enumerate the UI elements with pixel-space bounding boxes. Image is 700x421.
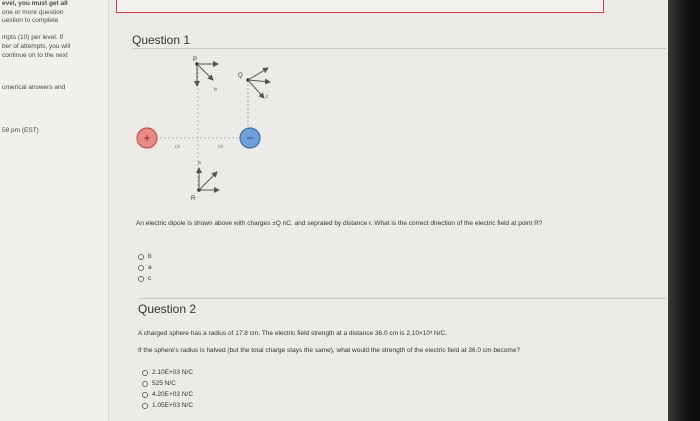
plus-sign: + xyxy=(143,131,151,145)
answer-option-label: a xyxy=(148,264,152,271)
answer-option[interactable] xyxy=(142,391,193,398)
question-1-text: An electric dipole is shown above with charges ±Q nC, and seprated by distance r. What is the correct direction of the electric field at point R? xyxy=(136,220,543,227)
question-2-text-2: If the sphere's radius is halved (but the total charge stays the same), what would the strength of the electric field at 36.0 cm become? xyxy=(138,347,521,354)
answer-option-label: 1.05E+03 N/C xyxy=(152,402,194,409)
question-2-title: Question 2 xyxy=(138,302,197,316)
sidebar-line: 58 pm (EST) xyxy=(2,127,39,134)
answer-option[interactable] xyxy=(142,369,193,376)
sidebar-line: one or more question xyxy=(2,9,64,16)
vector-arrow xyxy=(248,80,270,82)
radio-button[interactable] xyxy=(142,370,148,376)
answer-option[interactable] xyxy=(142,402,193,409)
radio-button[interactable] xyxy=(142,403,148,409)
vector-label-b: b xyxy=(214,87,217,93)
answer-option-label: 525 N/C xyxy=(152,380,176,387)
answer-option[interactable] xyxy=(138,275,151,282)
distance-label: r/2 xyxy=(175,144,181,149)
question-2-divider xyxy=(138,298,666,299)
vector-arrow xyxy=(197,64,213,80)
sidebar-line: mpts (10) per level. If xyxy=(2,34,64,41)
distance-label: r/2 xyxy=(218,144,224,149)
vector-arrow xyxy=(199,172,217,190)
sidebar-line: continue on to the next xyxy=(2,52,68,59)
answer-option-label: c xyxy=(148,275,152,282)
vector-arrow xyxy=(248,68,268,80)
sidebar-line: evel, you must get all xyxy=(2,0,68,7)
radio-button[interactable] xyxy=(138,254,144,260)
radio-button[interactable] xyxy=(138,276,144,282)
previous-question-box xyxy=(116,0,604,13)
point-p-label: P xyxy=(193,57,198,63)
point-r-label: R xyxy=(191,196,196,202)
answer-option-label: b xyxy=(148,253,152,260)
answer-option[interactable] xyxy=(138,264,152,271)
minus-sign: − xyxy=(246,131,254,145)
question-1-title: Question 1 xyxy=(132,33,191,47)
vector-label-c: c xyxy=(266,94,269,100)
vector-label-a: a xyxy=(198,160,201,166)
instructions-sidebar xyxy=(0,0,109,421)
answer-option[interactable] xyxy=(138,253,152,260)
point-q-label: Q xyxy=(238,73,243,79)
answer-option-label: 2.10E+03 N/C xyxy=(152,369,194,376)
question-2-text-1: A charged sphere has a radius of 17.8 cm. The electric field strength at a distance 36.0 cm is 2.10×10³ N/C. xyxy=(138,330,447,337)
sidebar-line: uestion to complete xyxy=(2,17,59,24)
sidebar-line: ber of attempts, you will xyxy=(2,43,71,50)
answer-option-label: 4.20E+03 N/C xyxy=(152,391,194,398)
answer-option[interactable] xyxy=(142,380,176,387)
radio-button[interactable] xyxy=(142,381,148,387)
radio-button[interactable] xyxy=(142,392,148,398)
radio-button[interactable] xyxy=(138,265,144,271)
vector-arrow xyxy=(248,80,264,98)
sidebar-line: umerical answers and xyxy=(2,84,66,91)
screen-bezel xyxy=(668,0,700,421)
dipole-diagram xyxy=(130,50,300,210)
question-1-divider xyxy=(132,48,666,49)
